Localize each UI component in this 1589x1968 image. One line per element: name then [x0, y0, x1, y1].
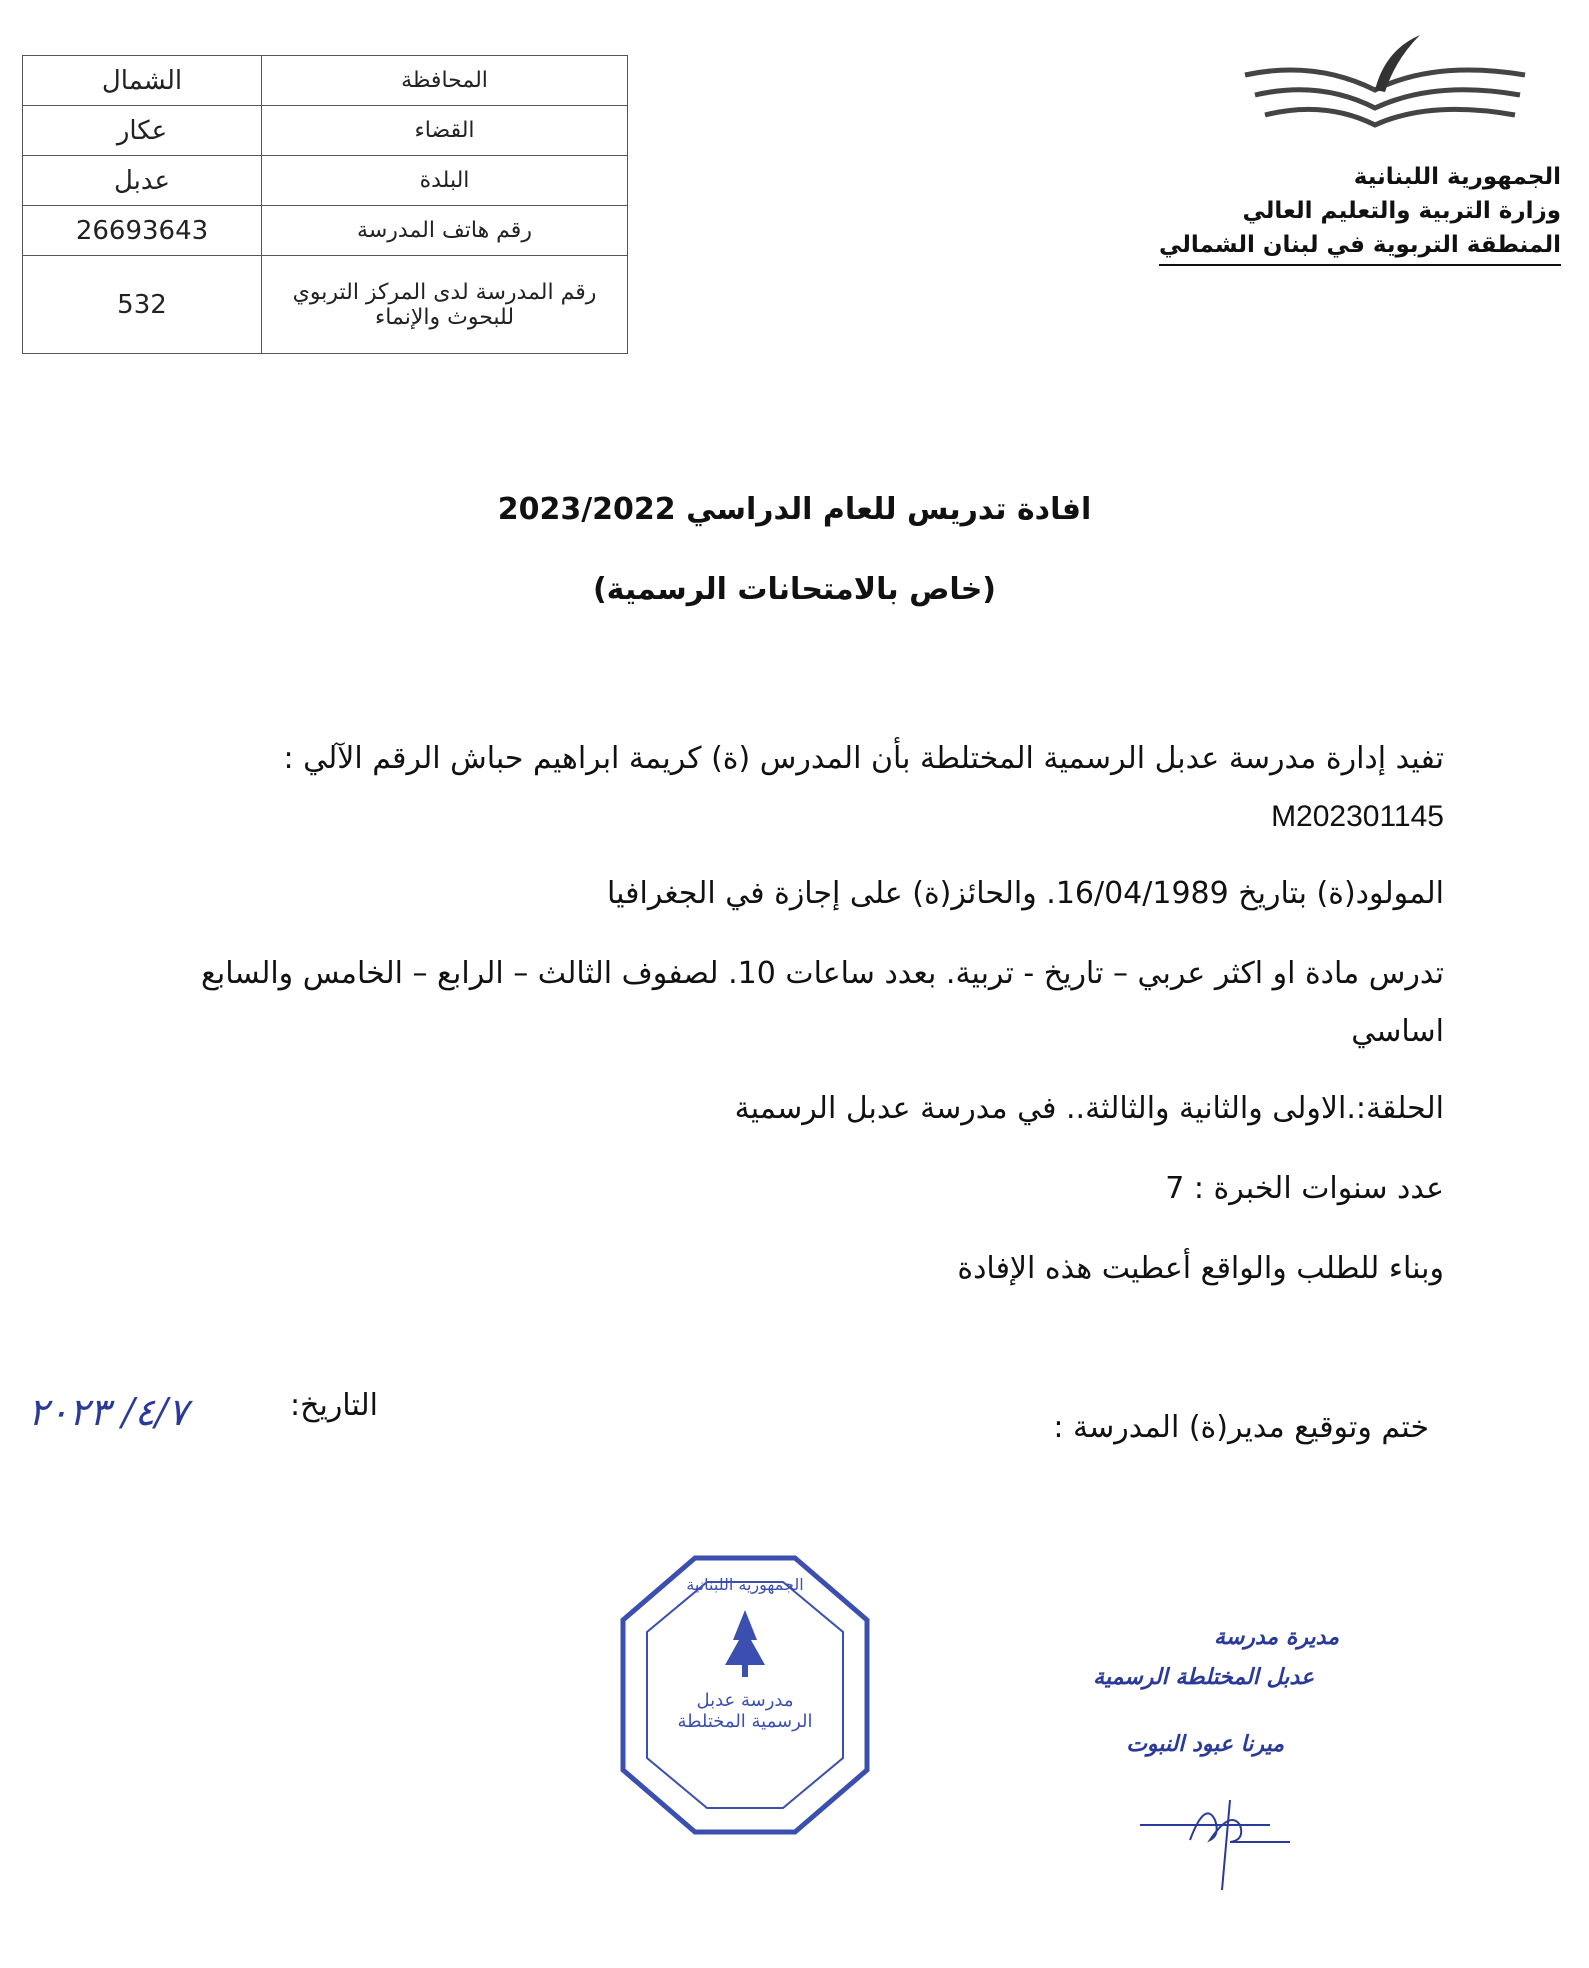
paragraph-closing: وبناء للطلب والواقع أعطيت هذه الإفادة [957, 1251, 1444, 1286]
ministry-header [1141, 160, 1561, 266]
info-value: 26693643 [23, 206, 262, 256]
signature-label: ختم وتوقيع مدير(ة) المدرسة : [1053, 1410, 1429, 1445]
republic-name: الجمهورية اللبنانية [1353, 164, 1561, 190]
info-label: القضاء [262, 106, 628, 156]
school-info-table [22, 55, 628, 354]
document-title: افادة تدريس للعام الدراسي 2023/2022 [497, 492, 1092, 527]
info-label: رقم هاتف المدرسة [262, 206, 628, 256]
paragraph-intro: تفيد إدارة مدرسة عدبل الرسمية المختلطة بأن المدرس (ة) كريمة ابراهيم حباش الرقم الآلي : M202301145 [134, 730, 1444, 846]
paragraph-experience: عدد سنوات الخبرة : 7 [1165, 1171, 1444, 1206]
info-row [23, 206, 628, 256]
paragraph-subjects: تدرس مادة او اكثر عربي – تاريخ - تربية. بعدد ساعات 10. لصفوف الثالث – الرابع – الخامس والسابع اساسي [200, 956, 1444, 1049]
ministry-name: وزارة التربية والتعليم العالي [1242, 198, 1561, 224]
date-label: التاريخ: [290, 1388, 378, 1423]
handwritten-signature-icon [1130, 1780, 1300, 1900]
principal-name: ميرنا عبود النبوت [1126, 1732, 1284, 1757]
region-name: المنطقة التربوية في لبنان الشمالي [1159, 228, 1561, 266]
info-value: 532 [23, 256, 262, 354]
info-value: عكار [23, 106, 262, 156]
info-row [23, 156, 628, 206]
info-label: البلدة [262, 156, 628, 206]
stamp-text: مدرسة عدبل الرسمية المختلطة [677, 1690, 813, 1732]
open-book-logo-icon [1235, 30, 1535, 140]
paragraph-cycle: الحلقة:.الاولى والثانية والثالثة.. في مدرسة عدبل الرسمية [734, 1091, 1444, 1126]
info-row [23, 56, 628, 106]
principal-school: عدبل المختلطة الرسمية [1093, 1665, 1314, 1690]
principal-title: مديرة مدرسة [1214, 1625, 1339, 1650]
info-row [23, 256, 628, 354]
info-label: المحافظة [262, 56, 628, 106]
info-value: الشمال [23, 56, 262, 106]
paragraph-birth: المولود(ة) بتاريخ 16/04/1989. والحائز(ة) على إجازة في الجغرافيا [606, 876, 1444, 911]
handwritten-date: ٤/٧/ ٢٠٢٣ [28, 1390, 189, 1434]
info-value: عدبل [23, 156, 262, 206]
info-label: رقم المدرسة لدى المركز التربوي للبحوث والإنماء [262, 256, 628, 354]
info-row [23, 106, 628, 156]
teacher-id: M202301145 [1271, 800, 1444, 833]
document-subtitle: (خاص بالامتحانات الرسمية) [592, 572, 997, 607]
stamp-outer-text: الجمهورية اللبنانية [686, 1575, 804, 1594]
